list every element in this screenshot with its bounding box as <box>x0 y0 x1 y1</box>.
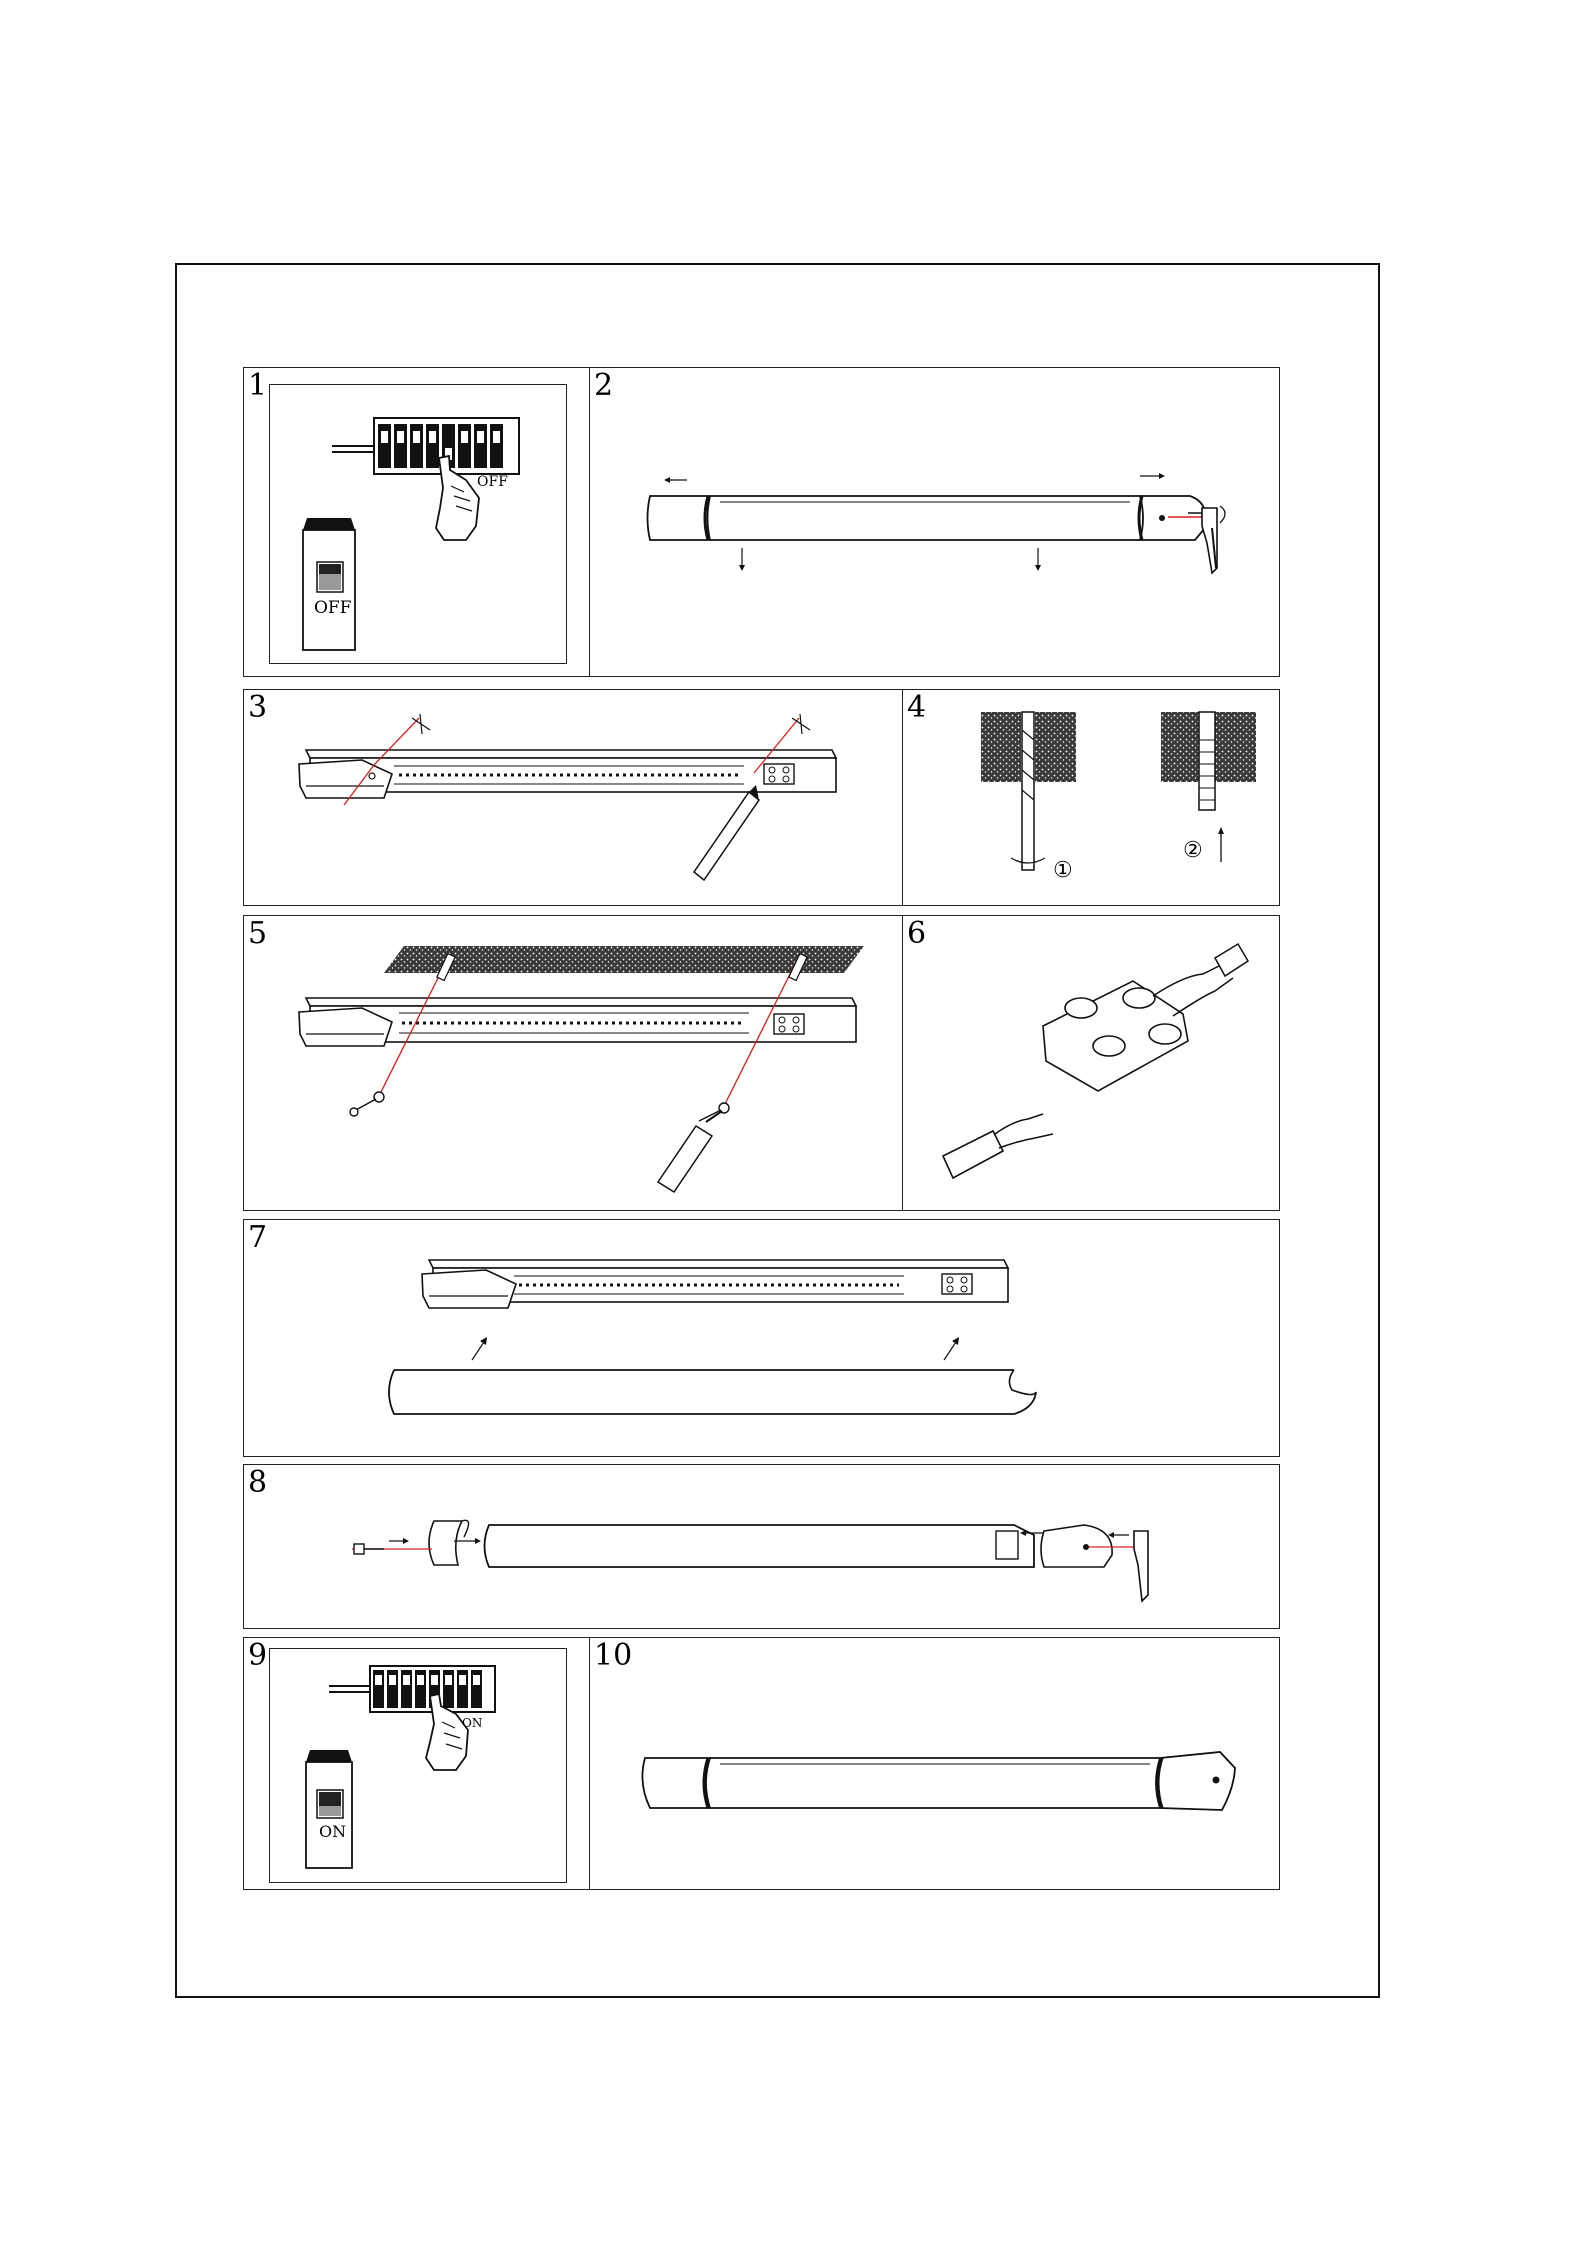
step-9-number: 9 <box>248 1638 268 1673</box>
refit-end-caps-illustration <box>244 1465 1281 1630</box>
switch-state-label: ON <box>319 1822 347 1841</box>
step-4-marker-a: ① <box>1053 858 1073 883</box>
drill-and-plug-illustration <box>903 690 1281 907</box>
remove-end-caps-illustration <box>590 368 1281 678</box>
breaker-off-illustration <box>244 368 591 678</box>
step-2-panel <box>589 367 1280 677</box>
mount-fixture-illustration <box>244 916 904 1212</box>
step-9-panel <box>243 1637 590 1890</box>
breaker-hand-label: ON <box>462 1716 483 1730</box>
step-8-number: 8 <box>248 1465 268 1500</box>
mark-drill-holes-illustration <box>244 690 904 907</box>
step-2-number: 2 <box>594 368 614 403</box>
step-4-number: 4 <box>907 690 927 725</box>
step-10-number: 10 <box>594 1638 633 1673</box>
switch-state-label: OFF <box>314 598 352 618</box>
step-4-marker-b: ② <box>1183 838 1203 863</box>
attach-diffuser-illustration <box>244 1220 1281 1458</box>
step-5-number: 5 <box>248 916 268 951</box>
breaker-hand-label: OFF <box>477 474 508 490</box>
wire-connection-illustration <box>903 916 1281 1212</box>
step-7-number: 7 <box>248 1220 268 1255</box>
step-6-panel <box>902 915 1280 1211</box>
breaker-on-illustration <box>244 1638 591 1891</box>
step-7-panel <box>243 1219 1280 1457</box>
step-10-panel <box>589 1637 1280 1890</box>
step-1-number: 1 <box>248 368 268 403</box>
step-3-panel <box>243 689 903 906</box>
step-6-number: 6 <box>907 916 927 951</box>
step-1-panel <box>243 367 590 677</box>
step-8-panel <box>243 1464 1280 1629</box>
step-5-panel <box>243 915 903 1211</box>
finished-fixture-illustration <box>590 1638 1281 1891</box>
step-4-panel <box>902 689 1280 906</box>
step-3-number: 3 <box>248 690 268 725</box>
